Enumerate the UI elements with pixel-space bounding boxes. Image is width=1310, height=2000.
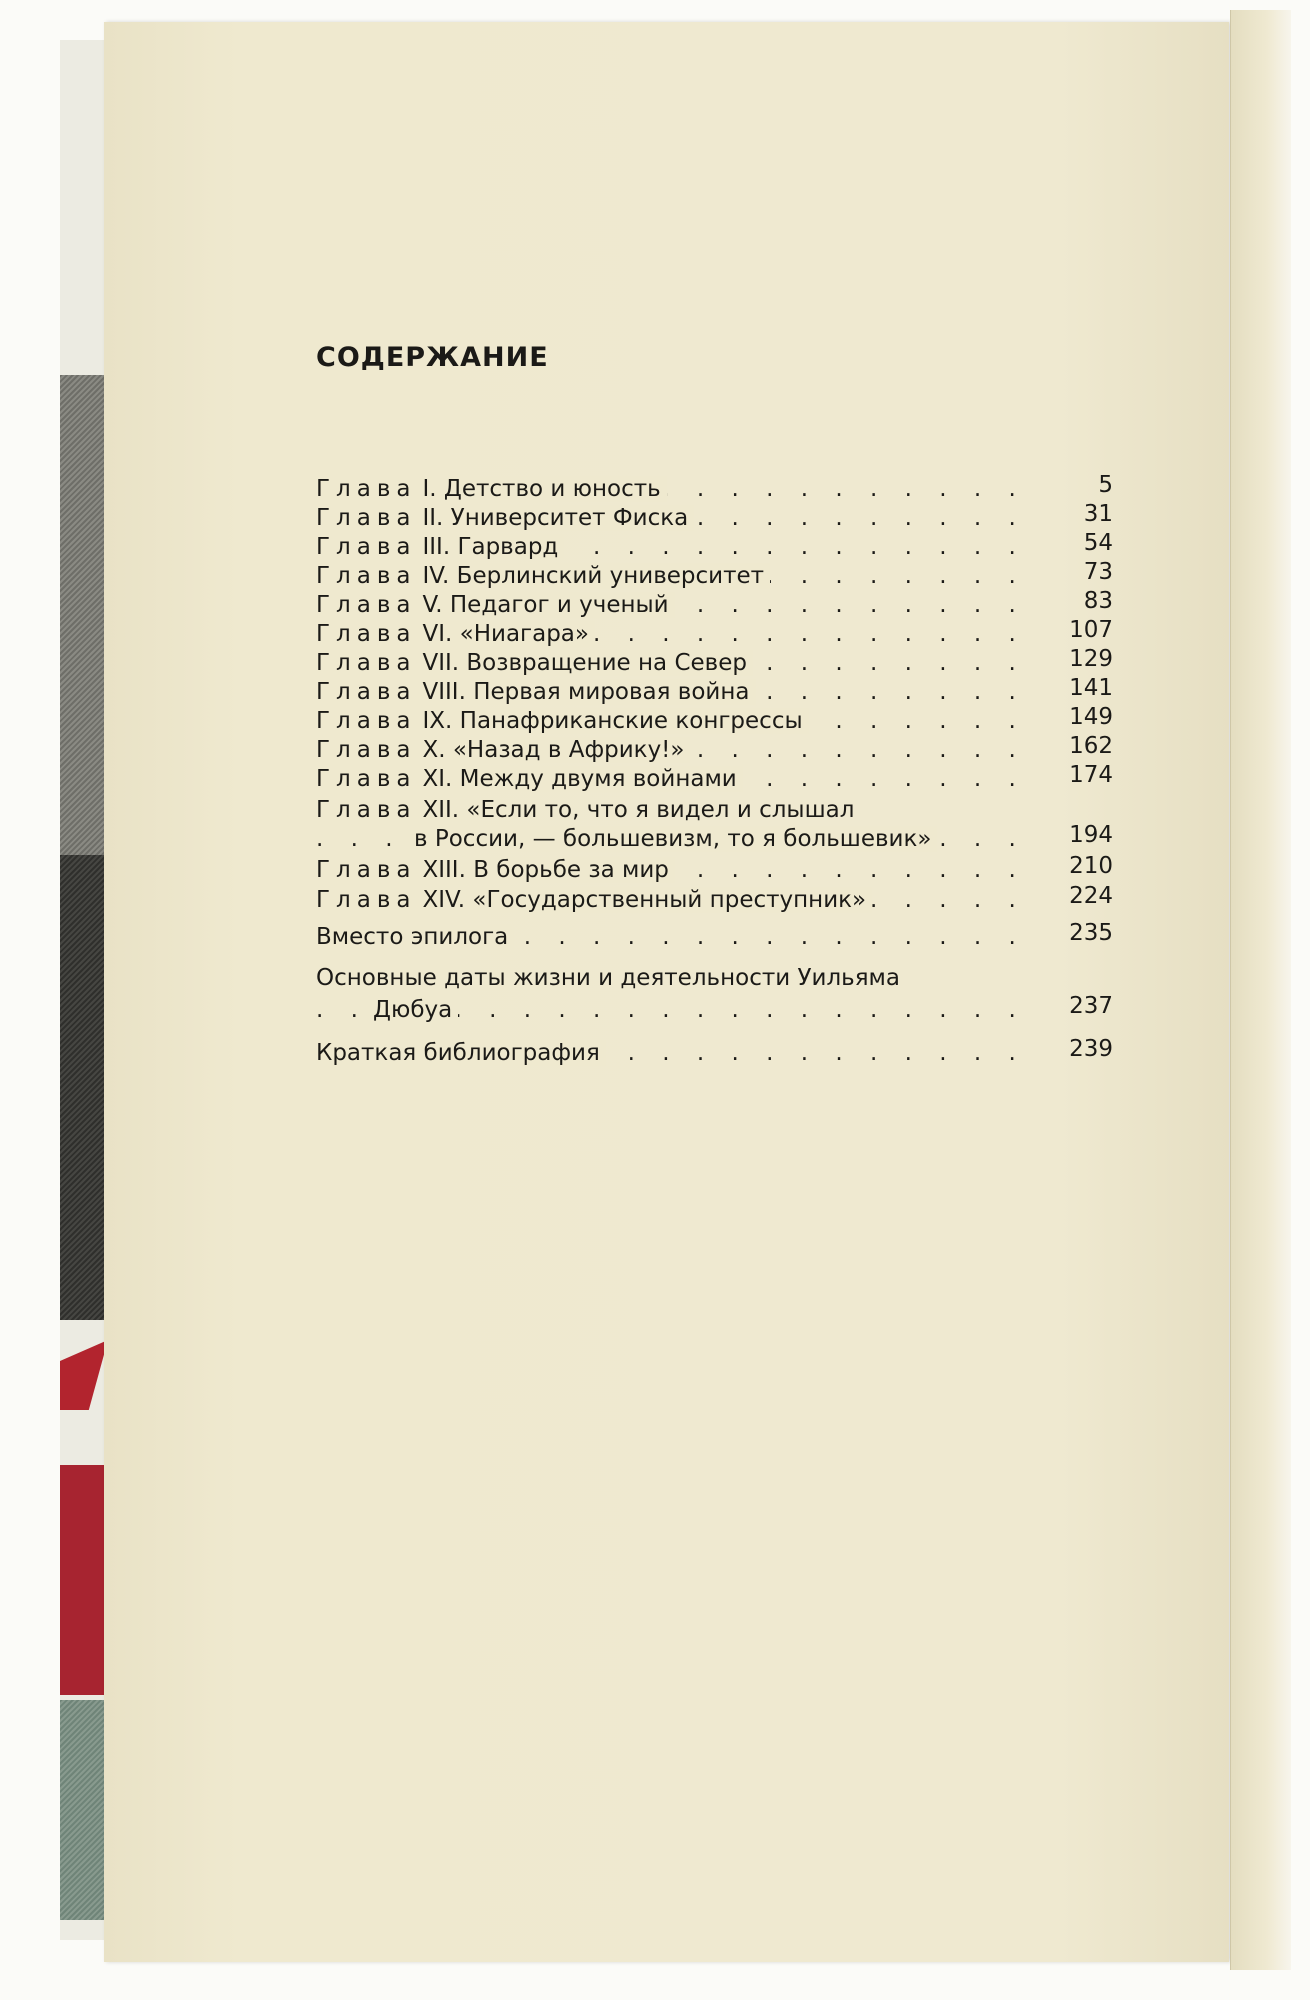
- entry-prefix: Глава: [316, 650, 417, 676]
- entry-page: 237: [1069, 993, 1113, 1019]
- entry-page: 194: [1069, 822, 1113, 848]
- entry-prefix: Глава: [316, 563, 417, 589]
- toc-entry: [316, 824, 1113, 854]
- spine-band: [60, 375, 108, 855]
- entry-prefix: Глава: [316, 679, 417, 705]
- entry-prefix: Глава: [316, 592, 417, 618]
- entry-page: 239: [1069, 1036, 1113, 1062]
- entry-text: Вместо эпилога: [316, 924, 514, 950]
- entry-page: 5: [1098, 472, 1113, 498]
- toc-entry: [316, 532, 1113, 562]
- entry-page: 129: [1069, 646, 1113, 672]
- entry-page: 54: [1083, 530, 1113, 556]
- toc-entry: [316, 1038, 1113, 1068]
- entry-prefix: Глава: [316, 621, 417, 647]
- entry-continuation: в России, — большевизм, то я большевик»: [414, 826, 937, 852]
- entry-page: 162: [1069, 733, 1113, 759]
- entry-text: X. «Назад в Африку!»: [422, 737, 685, 763]
- entry-prefix: Глава: [316, 857, 417, 883]
- spine-band: [60, 1340, 108, 1410]
- entry-text: VI. «Ниагара»: [422, 621, 589, 647]
- toc-entry: [316, 619, 1113, 649]
- entry-text: Основные даты жизни и деятельности Уильяма: [316, 965, 900, 991]
- toc-entry: [316, 503, 1113, 533]
- entry-text: Краткая библиография: [316, 1040, 606, 1066]
- toc-entry: [316, 561, 1113, 591]
- entry-page: 235: [1069, 920, 1113, 946]
- entry-page: 107: [1069, 617, 1113, 643]
- toc-entry: [316, 648, 1113, 678]
- entry-page: 210: [1069, 853, 1113, 879]
- entry-prefix: Глава: [316, 766, 417, 792]
- entry-text: XII. «Если то, что я видел и слышал: [422, 797, 855, 823]
- toc-entry: [316, 855, 1113, 885]
- entry-continuation: Дюбуа: [373, 997, 458, 1023]
- entry-prefix: Глава: [316, 708, 417, 734]
- entry-text: VIII. Первая мировая война: [422, 679, 750, 705]
- toc-entry: [316, 677, 1113, 707]
- toc-title: СОДЕРЖАНИЕ: [316, 342, 549, 373]
- entry-page: 73: [1083, 559, 1113, 585]
- toc-entry: [316, 995, 1113, 1025]
- entry-prefix: Глава: [316, 534, 417, 560]
- toc-entry: [316, 590, 1113, 620]
- entry-text: XIV. «Государственный преступник»: [422, 887, 867, 913]
- entry-page: 31: [1083, 501, 1113, 527]
- toc-entry: [316, 885, 1113, 915]
- page-edge: [1230, 10, 1291, 1970]
- entry-page: 174: [1069, 762, 1113, 788]
- toc-entry-first-line: [316, 795, 1036, 825]
- entry-prefix: Глава: [316, 505, 417, 531]
- entry-text: IX. Панафриканские конгрессы: [422, 708, 803, 734]
- entry-prefix: Глава: [316, 476, 417, 502]
- entry-prefix: Глава: [316, 797, 417, 823]
- toc-entry-first-line: [316, 963, 1116, 993]
- entry-text: II. Университет Фиска: [422, 505, 689, 531]
- entry-text: III. Гарвард: [422, 534, 559, 560]
- entry-text: XIII. В борьбе за мир: [422, 857, 669, 883]
- entry-text: I. Детство и юность: [422, 476, 661, 502]
- entry-text: XI. Между двумя войнами: [422, 766, 737, 792]
- book-spine: [60, 40, 109, 1940]
- toc-entry: [316, 922, 1113, 952]
- entry-page: 141: [1069, 675, 1113, 701]
- spine-band: [60, 855, 108, 1320]
- toc-entry: [316, 474, 1113, 504]
- entry-page: 149: [1069, 704, 1113, 730]
- entry-text: IV. Берлинский университет: [422, 563, 765, 589]
- entry-page: 83: [1083, 588, 1113, 614]
- toc-entry: [316, 735, 1113, 765]
- entry-text: VII. Возвращение на Север: [422, 650, 747, 676]
- toc-entry: [316, 764, 1113, 794]
- entry-text: V. Педагог и ученый: [422, 592, 669, 618]
- spine-band: [60, 1465, 108, 1695]
- toc-entry: [316, 706, 1113, 736]
- entry-prefix: Глава: [316, 737, 417, 763]
- entry-page: 224: [1069, 883, 1113, 909]
- spine-band: [60, 1700, 108, 1920]
- entry-prefix: Глава: [316, 887, 417, 913]
